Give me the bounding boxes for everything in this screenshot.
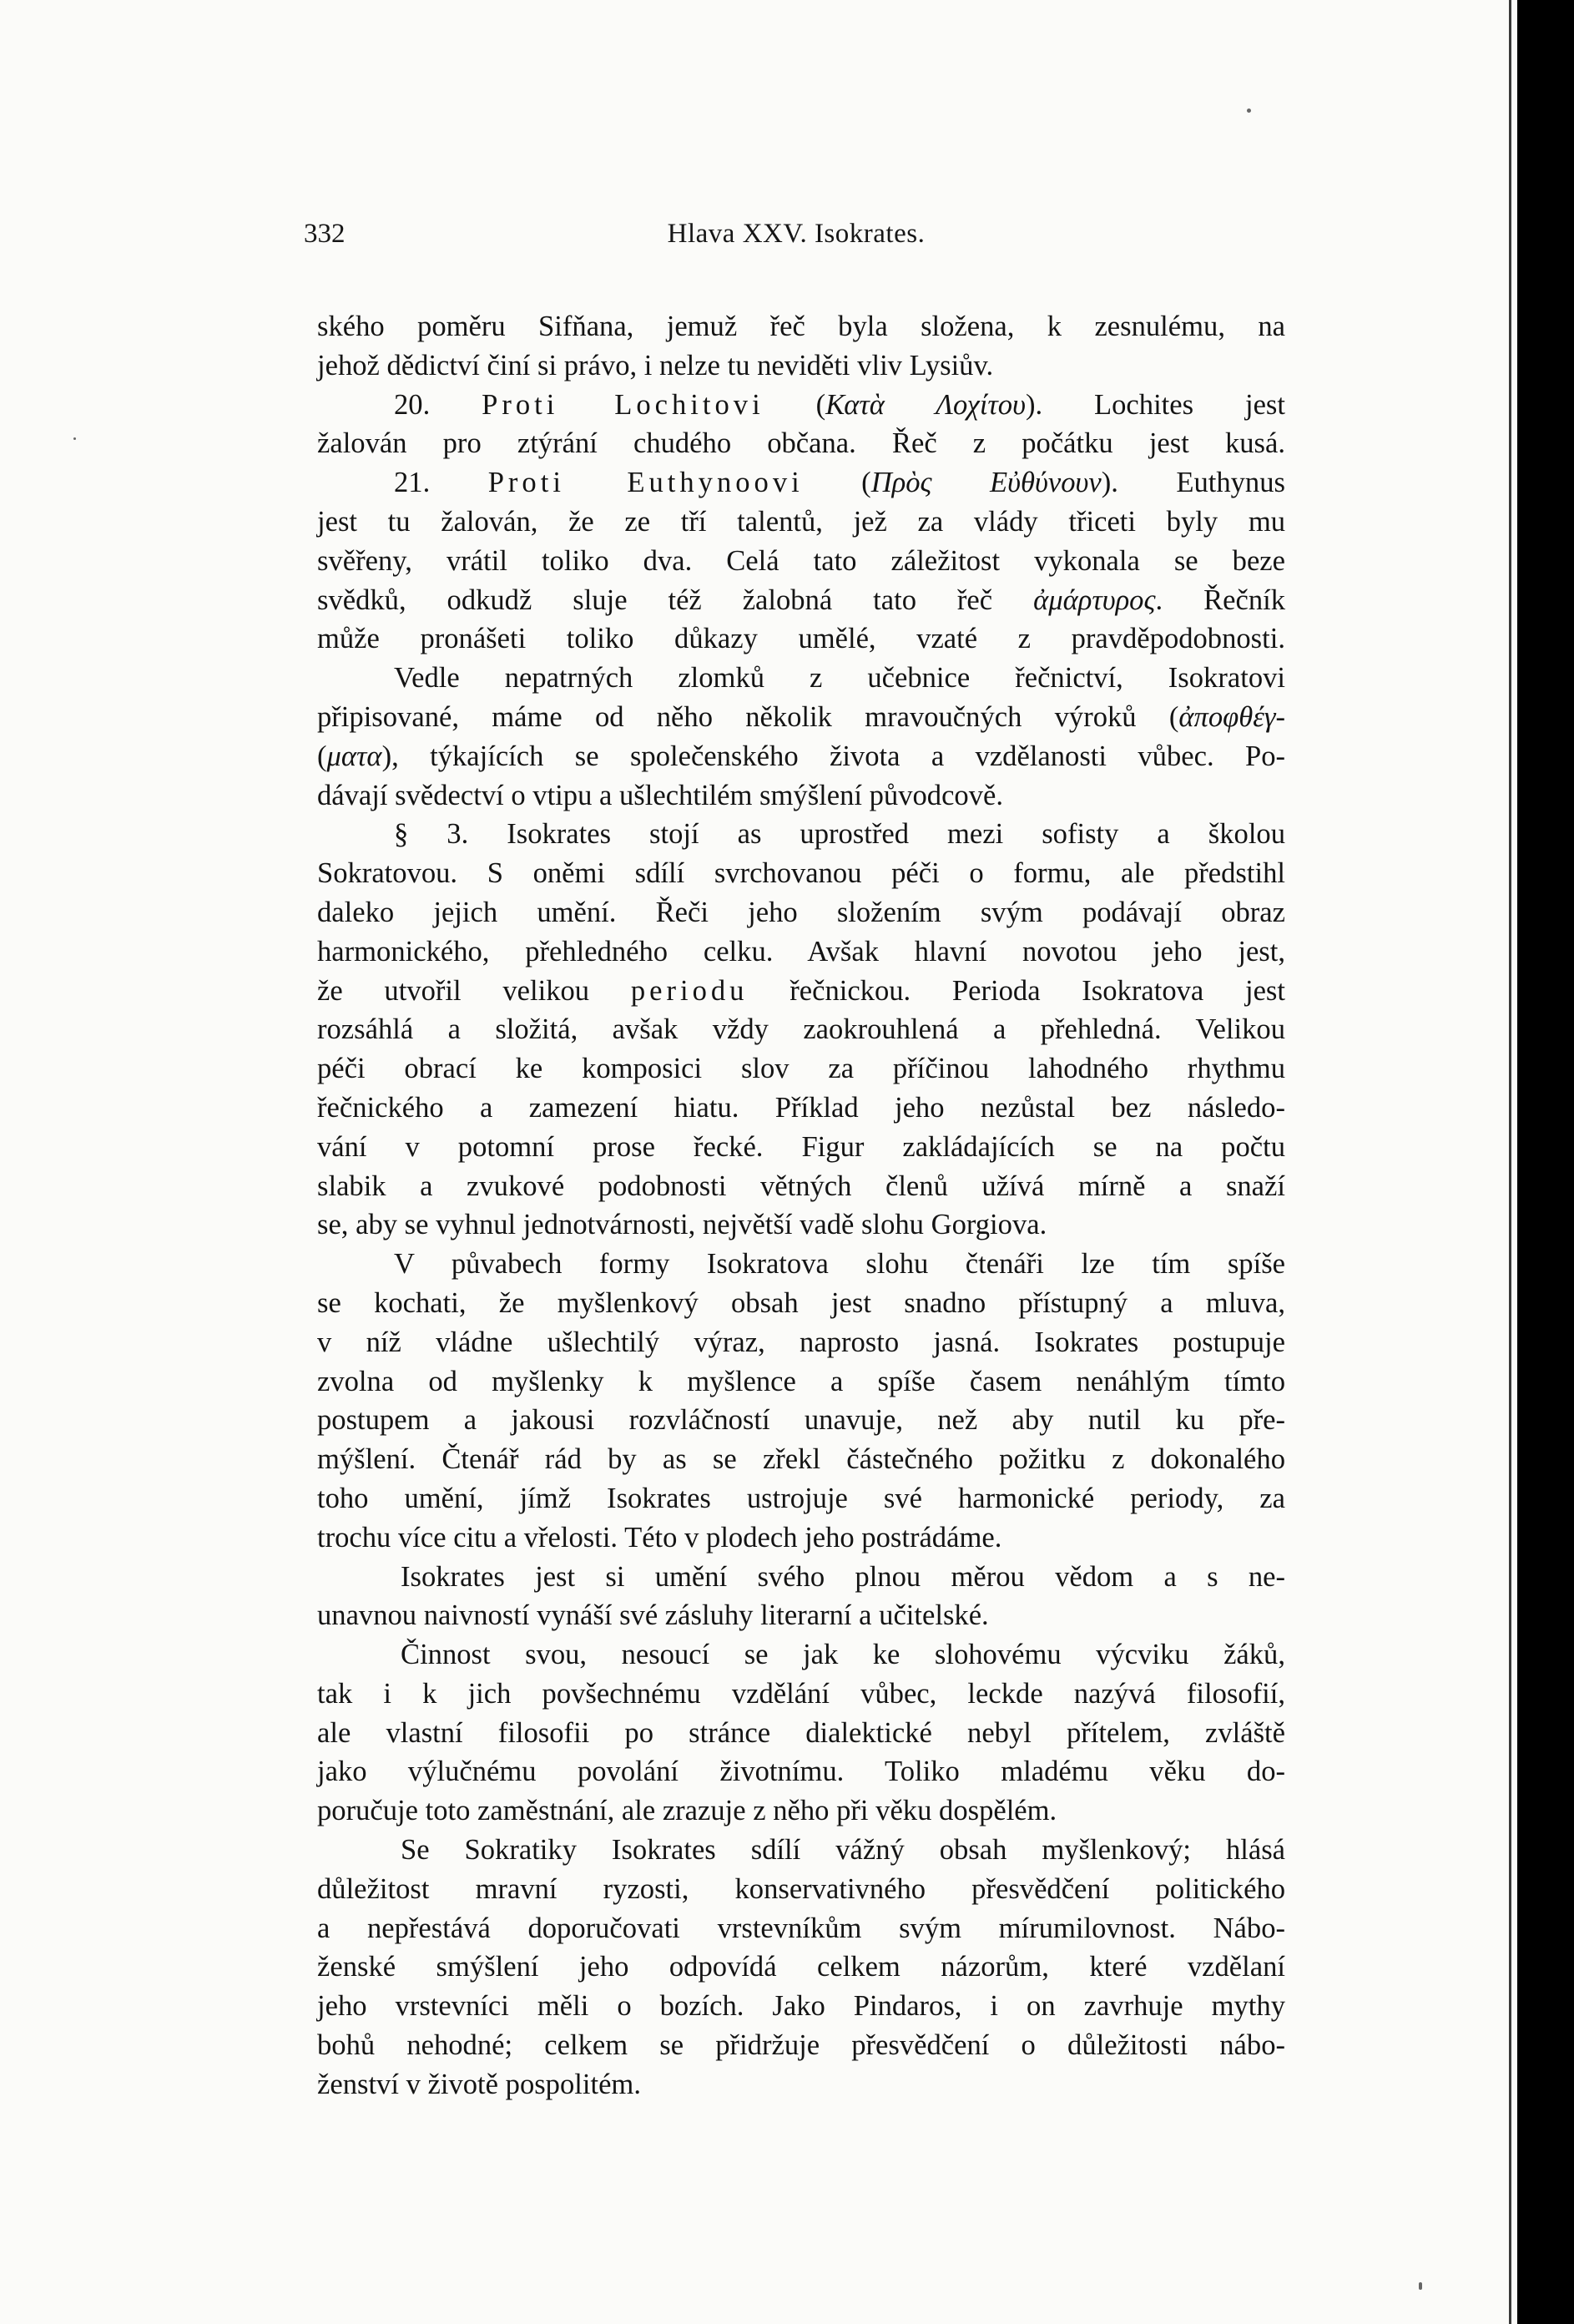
text-line: svědků, odkudž sluje též žalobná tato řeč ἀμάρτυρος. Řečník bbox=[317, 584, 1286, 616]
text-line: (ματα), týkajících se společenského života a vzdělanosti vůbec. Po- bbox=[317, 740, 1285, 772]
item-heading: Proti Euthynoovi bbox=[487, 467, 804, 499]
scan-speck bbox=[1247, 109, 1251, 113]
text-line: trochu více citu a vřelosti. Této v plodech jeho postrádáme. bbox=[317, 1521, 1002, 1554]
text-line: ženské smýšlení jeho odpovídá celkem názorům, které vzdělaní bbox=[317, 1951, 1285, 1983]
text-line: a nepřestává doporučovati vrstevníkům svým mírumilovnost. Nábo- bbox=[317, 1912, 1285, 1944]
text-line: ského poměru Sifňana, jemuž řeč byla složena, k zesnulému, na bbox=[317, 311, 1285, 342]
running-title: Hlava XXV. Isokrates. bbox=[667, 219, 926, 249]
item-number: 21. bbox=[394, 467, 431, 499]
body-text bbox=[317, 307, 1285, 2104]
text-line: slabik a zvukové podobnosti větných členů užívá mírně a snaží bbox=[317, 1170, 1285, 1202]
item-heading: Proti Lochitovi bbox=[482, 388, 764, 421]
greek-word: ἀμάρτυρος bbox=[1033, 584, 1156, 616]
text-line: tak i k jich povšechnému vzdělání vůbec, leckde nazývá filosofií, bbox=[317, 1677, 1285, 1710]
text-line: jeho vrstevníci měli o bozích. Jako Pindaros, i on zavrhuje mythy bbox=[317, 1990, 1285, 2023]
scan-speck bbox=[73, 437, 76, 440]
text-line: že utvořil velikou periodu řečnickou. Perioda Isokratova jest bbox=[317, 974, 1285, 1007]
text-line: vání v potomní prose řecké. Figur zakládajících se na počtu bbox=[317, 1130, 1285, 1163]
greek-word: ἀποφθέγ- bbox=[1178, 700, 1285, 733]
text-line: harmonického, přehledného celku. Avšak hlavní novotou jeho jest, bbox=[317, 935, 1285, 967]
text-line: bohů nehodné; celkem se přidržuje přesvědčení o důležitosti nábo- bbox=[317, 2029, 1285, 2062]
page-header bbox=[304, 219, 1289, 255]
text-line: jehož dědictví činí si právo, i nelze tu neviděti vliv Lysiův. bbox=[317, 349, 994, 381]
text-line: svěřeny, vrátil toliko dva. Celá tato záležitost vykonala se beze bbox=[317, 544, 1285, 577]
text-line: Činnost svou, nesoucí se jak ke slohovému výcviku žáků, bbox=[401, 1639, 1285, 1671]
text-line: poručuje toto zaměstnání, ale zrazuje z něho při věku dospělém. bbox=[317, 1795, 1057, 1827]
text-line: ženství v životě pospolitém. bbox=[317, 2068, 641, 2100]
text-line: postupem a jakousi rozvláčností unavuje, než aby nutil ku pře- bbox=[317, 1404, 1285, 1437]
spaced-word: periodu bbox=[630, 974, 749, 1007]
page-edge bbox=[1509, 0, 1511, 2324]
text-line: rozsáhlá a složitá, avšak vždy zaokrouhlená a přehledná. Velikou bbox=[317, 1013, 1285, 1046]
text-line: řečnického a zamezení hiatu. Příklad jeho nezůstal bez následo- bbox=[317, 1091, 1285, 1124]
greek-title: Κατὰ Λοχίτου bbox=[825, 388, 1026, 421]
text-line: jest tu žalován, že ze tří talentů, jež za vlády třiceti byly mu bbox=[317, 505, 1285, 538]
section-heading-line: § 3. Isokrates stojí as uprostřed mezi sofisty a školou bbox=[394, 818, 1285, 851]
text-line: Isokrates jest si umění svého plnou měrou vědom a s ne- bbox=[401, 1560, 1285, 1593]
text-line: jako výlučnému povolání životnímu. Toliko mladému věku do- bbox=[317, 1756, 1285, 1788]
text-line: ale vlastní filosofii po stránce dialektické nebyl přítelem, zvláště bbox=[317, 1716, 1285, 1749]
text-line: Vedle nepatrných zlomků z učebnice řečnictví, Isokratovi bbox=[394, 662, 1285, 695]
text-line: péči obrací ke komposici slov za příčinou lahodného rhythmu bbox=[317, 1053, 1285, 1085]
greek-word: ματα bbox=[326, 740, 382, 772]
text-line: toho umění, jímž Isokrates ustrojuje své harmonické periody, za bbox=[317, 1482, 1285, 1514]
text-line: se, aby se vyhnul jednotvárnosti, největší vadě slohu Gorgiova. bbox=[317, 1209, 1047, 1241]
text-line: Sokratovou. S oněmi sdílí svrchovanou péči o formu, ale předstihl bbox=[317, 857, 1285, 890]
text-line: se kochati, že myšlenkový obsah jest snadno přístupný a mluva, bbox=[317, 1286, 1285, 1319]
text-line: zvolna od myšlenky k myšlence a spíše časem nenáhlým tímto bbox=[317, 1365, 1285, 1397]
text-line: unavnou naivností vynáší své zásluhy literarní a učitelské. bbox=[317, 1599, 989, 1632]
item-number: 20. bbox=[394, 388, 431, 421]
text-line: v níž vládne ušlechtilý výraz, naprosto jasná. Isokrates postupuje bbox=[317, 1326, 1285, 1358]
text-line: V půvabech formy Isokratova slohu čtenáři lze tím spíše bbox=[394, 1248, 1285, 1281]
text-line-section-20: 20. Proti Lochitovi (Κατὰ Λοχίτου). Lochites jest bbox=[394, 388, 1285, 421]
text-line-section-21: 21. Proti Euthynoovi (Πρὸς Εὐθύνουν). Euthynus bbox=[394, 467, 1285, 499]
text-line: důležitost mravní ryzosti, konservativného přesvědčení politického bbox=[317, 1872, 1285, 1905]
scan-speck bbox=[1419, 2282, 1422, 2290]
page-number: 332 bbox=[304, 219, 346, 249]
text-line: dávají svědectví o vtipu a ušlechtilém smýšlení původcově. bbox=[317, 779, 1004, 811]
greek-title: Πρὸς Εὐθύνουν bbox=[870, 467, 1102, 499]
text-line: připisované, máme od něho několik mravoučných výroků (ἀποφθέγ- bbox=[317, 700, 1285, 733]
text-line: daleko jejich umění. Řeči jeho složením svým podávají obraz bbox=[317, 896, 1285, 928]
text-line: žalován pro ztýrání chudého občana. Řeč z počátku jest kusá. bbox=[317, 427, 1285, 460]
text-line: mýšlení. Čtenář rád by as se zřekl částečného požitku z dokonalého bbox=[317, 1443, 1285, 1476]
text-line: může pronášeti toliko důkazy umělé, vzaté z pravděpodobnosti. bbox=[317, 623, 1285, 655]
text-line: Se Sokratiky Isokrates sdílí vážný obsah myšlenkový; hlásá bbox=[401, 1834, 1285, 1867]
